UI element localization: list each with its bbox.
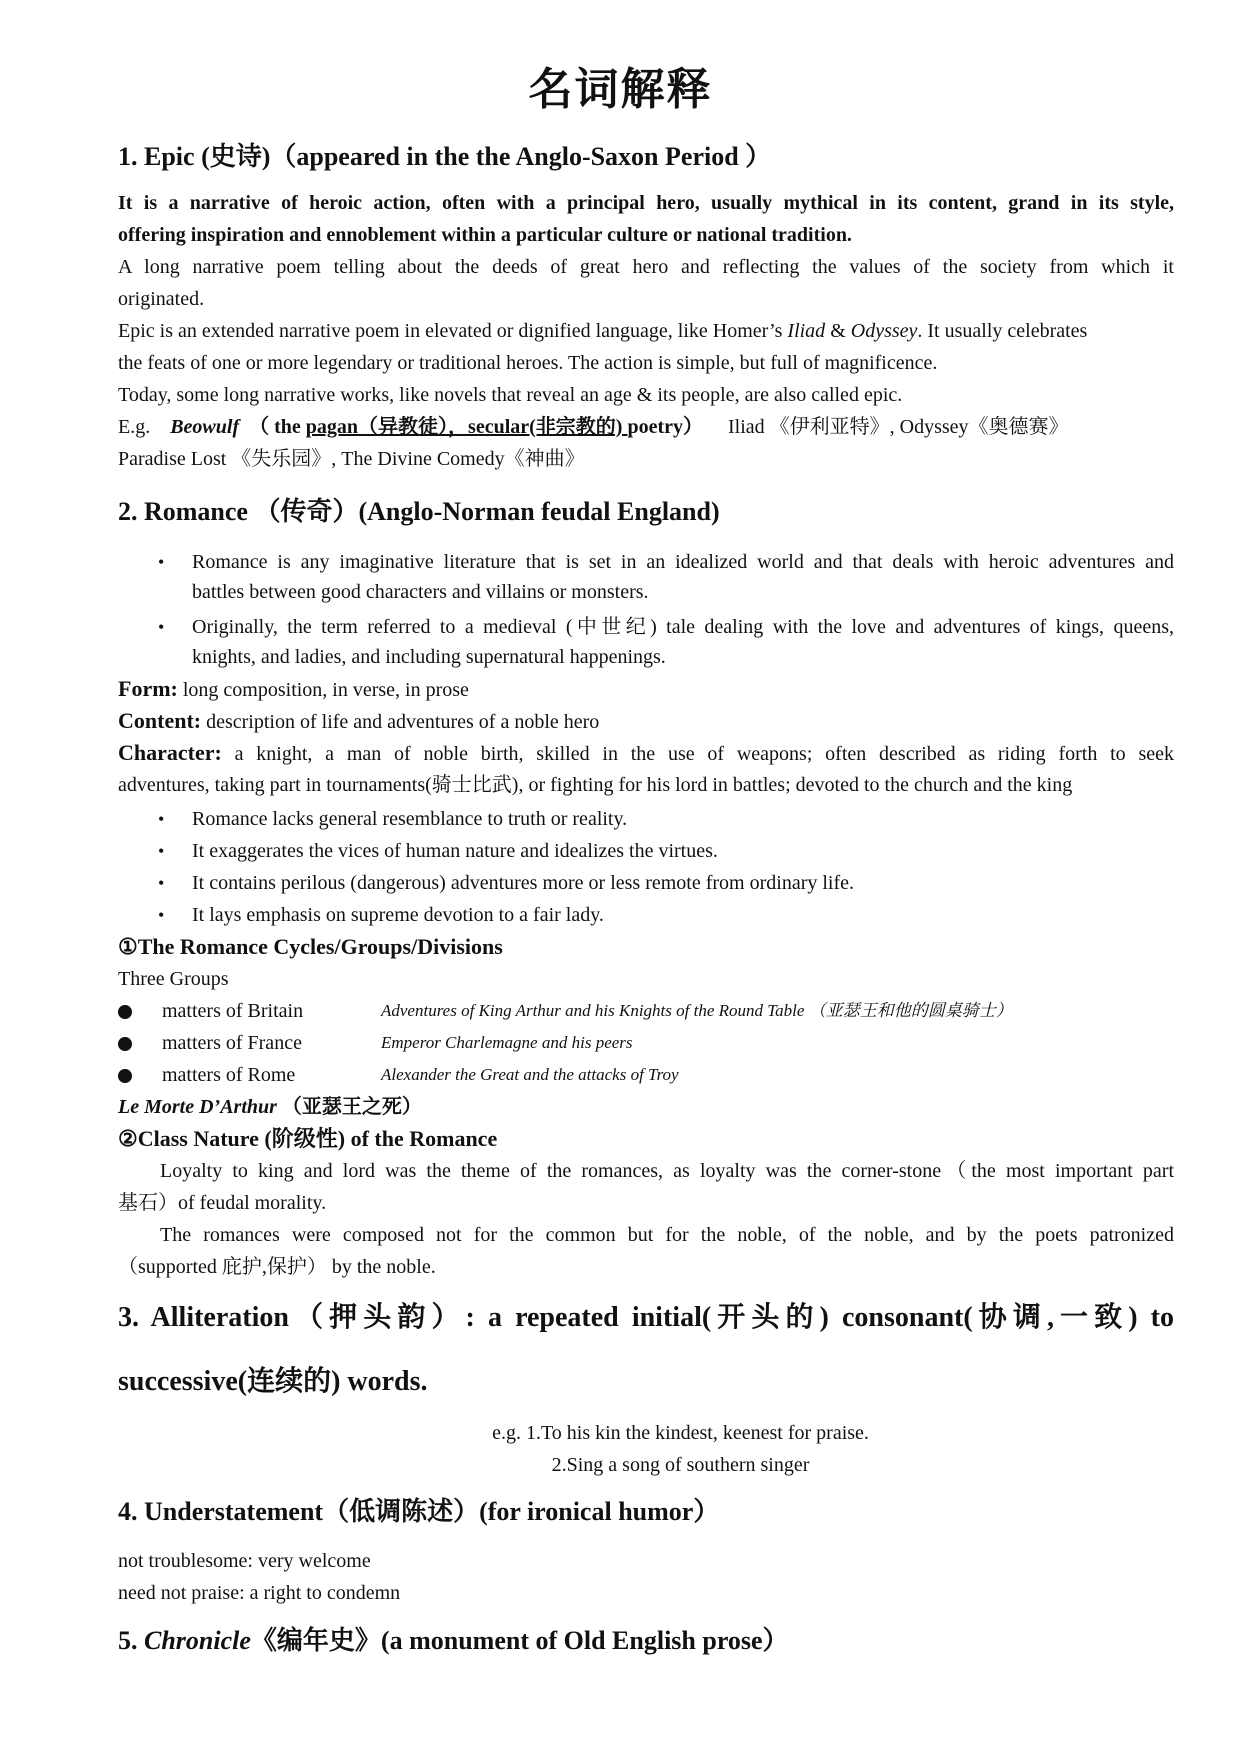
bullet-icon: • bbox=[158, 873, 165, 893]
romances-paragraph-line-2: （supported 庇护,保护） by the noble. bbox=[118, 1256, 436, 1278]
romance-bullet-2-line-2: knights, and ladies, and including supernatural happenings. bbox=[192, 646, 666, 668]
bullet-dot-icon bbox=[118, 1005, 132, 1019]
epic-examples-line-2: Paradise Lost 《失乐园》, The Divine Comedy《神曲》 bbox=[118, 448, 585, 470]
class-nature-heading: ②Class Nature (阶级性) of the Romance bbox=[118, 1126, 498, 1151]
character-line-2: adventures, taking part in tournaments(骑士比武), or fighting for his lord in battles; devoted to the church and the king bbox=[118, 774, 1073, 796]
romance-trait-3: It contains perilous (dangerous) adventures more or less remote from ordinary life. bbox=[192, 872, 855, 894]
group-desc-britain: Adventures of King Arthur and his Knights of the Round Table （亚瑟王和他的圆桌骑士） bbox=[381, 1001, 1013, 1020]
text: poetry） bbox=[627, 416, 704, 438]
text: description of life and adventures of a noble hero bbox=[201, 711, 600, 733]
understatement-example-1: not troublesome: very welcome bbox=[118, 1550, 371, 1572]
chronicle-title: Chronicle bbox=[144, 1626, 251, 1655]
romance-bullet-1-line-2: battles between good characters and villains or monsters. bbox=[192, 581, 649, 603]
romance-bullet-1-line-1: Romance is any imaginative literature that is set in an idealized world and that deals with heroic adventures and bbox=[192, 551, 1174, 573]
pagan-secular-note: pagan（异教徒），secular(非宗教的) bbox=[305, 416, 628, 438]
character-line-1 bbox=[118, 739, 1174, 768]
section-1-heading: 1. Epic (史诗)（appeared in the the Anglo-Saxon Period ） bbox=[118, 142, 772, 171]
group-desc-france: Emperor Charlemagne and his peers bbox=[381, 1033, 633, 1052]
group-desc-rome: Alexander the Great and the attacks of Troy bbox=[381, 1065, 679, 1084]
text: Iliad 《伊利亚特》, Odyssey《奥德赛》 bbox=[728, 416, 1069, 438]
section-3-heading-line-2: successive(连续的) words. bbox=[118, 1366, 428, 1397]
romances-paragraph-line-1: The romances were composed not for the common but for the noble, of the noble, and by the poets patronized bbox=[160, 1224, 1174, 1246]
text: & bbox=[825, 320, 851, 342]
epic-definition-line-2: offering inspiration and ennoblement within a particular culture or national tradition. bbox=[118, 224, 852, 246]
section-5-heading bbox=[118, 1624, 1174, 1658]
bullet-icon: • bbox=[158, 905, 165, 925]
le-morte-darthur-line bbox=[118, 1093, 1174, 1121]
epic-definition-line-1: It is a narrative of heroic action, often with a principal hero, usually mythical in its content, grand in its style, bbox=[118, 192, 1174, 214]
text: （亚瑟王之死） bbox=[276, 1096, 422, 1118]
content-line bbox=[118, 707, 1174, 736]
text: （ the bbox=[249, 416, 306, 438]
romance-bullet-2-line-1: Originally, the term referred to a medieval (中世纪) tale dealing with the love and adventures of kings, queens, bbox=[192, 616, 1174, 638]
page-title: 名词解释 bbox=[528, 64, 713, 115]
romance-trait-4: It lays emphasis on supreme devotion to a fair lady. bbox=[192, 904, 604, 926]
loyalty-paragraph-line-2: 基石）of feudal morality. bbox=[118, 1192, 327, 1214]
text: long composition, in verse, in prose bbox=[177, 679, 469, 701]
epic-paragraph-1-line-1: A long narrative poem telling about the deeds of great hero and reflecting the values of the society from which it bbox=[118, 256, 1174, 278]
epic-examples-line-1 bbox=[118, 413, 1174, 441]
bullet-dot-icon bbox=[118, 1069, 132, 1083]
text: 5. bbox=[118, 1626, 144, 1655]
eg-label: E.g. bbox=[118, 416, 151, 438]
alliteration-example-2: 2.Sing a song of southern singer bbox=[551, 1454, 810, 1476]
content-label: Content: bbox=[118, 708, 202, 733]
group-name-britain: matters of Britain bbox=[162, 1000, 304, 1022]
iliad-title: Iliad bbox=[787, 320, 826, 342]
romance-trait-1: Romance lacks general resemblance to truth or reality. bbox=[192, 808, 628, 830]
group-name-france: matters of France bbox=[162, 1032, 302, 1054]
form-line bbox=[118, 675, 1174, 704]
le-morte-darthur-title: Le Morte D’Arthur bbox=[118, 1096, 277, 1118]
romance-cycles-heading: ①The Romance Cycles/Groups/Divisions bbox=[118, 934, 503, 959]
odyssey-title: Odyssey bbox=[850, 320, 918, 342]
section-2-heading: 2. Romance （传奇）(Anglo-Norman feudal England) bbox=[118, 497, 720, 526]
text: . It usually celebrates bbox=[917, 320, 1088, 342]
epic-paragraph-3: Today, some long narrative works, like novels that reveal an age & its people, are also called epic. bbox=[118, 384, 903, 406]
character-label: Character: bbox=[118, 740, 222, 765]
understatement-example-2: need not praise: a right to condemn bbox=[118, 1582, 401, 1604]
epic-paragraph-2-line-2: the feats of one or more legendary or traditional heroes. The action is simple, but full of magnificence. bbox=[118, 352, 938, 374]
group-name-rome: matters of Rome bbox=[162, 1064, 296, 1086]
beowulf-title: Beowulf bbox=[170, 416, 240, 438]
epic-paragraph-1-line-2: originated. bbox=[118, 288, 205, 310]
text: a knight, a man of noble birth, skilled in the use of weapons; often described as riding forth to seek bbox=[221, 743, 1174, 765]
alliteration-example-1: e.g. 1.To his kin the kindest, keenest for praise. bbox=[492, 1422, 869, 1444]
bullet-icon: • bbox=[158, 841, 165, 861]
bullet-icon: • bbox=[158, 552, 165, 572]
section-4-heading: 4. Understatement（低调陈述）(for ironical humor） bbox=[118, 1497, 720, 1526]
form-label: Form: bbox=[118, 676, 178, 701]
bullet-icon: • bbox=[158, 809, 165, 829]
bullet-icon: • bbox=[158, 617, 165, 637]
three-groups-label: Three Groups bbox=[118, 968, 229, 990]
epic-paragraph-2-line-1 bbox=[118, 317, 1174, 345]
text: Epic is an extended narrative poem in elevated or dignified language, like Homer’s bbox=[118, 320, 788, 342]
loyalty-paragraph-line-1: Loyalty to king and lord was the theme of the romances, as loyalty was the corner-stone（the most important part bbox=[160, 1160, 1174, 1182]
text: 《编年史》(a monument of Old English prose） bbox=[250, 1626, 789, 1655]
bullet-dot-icon bbox=[118, 1037, 132, 1051]
romance-trait-2: It exaggerates the vices of human nature and idealizes the virtues. bbox=[192, 840, 718, 862]
section-3-heading-line-1: 3. Alliteration（押头韵）: a repeated initial(开头的) consonant(协调,一致) to bbox=[118, 1302, 1174, 1333]
